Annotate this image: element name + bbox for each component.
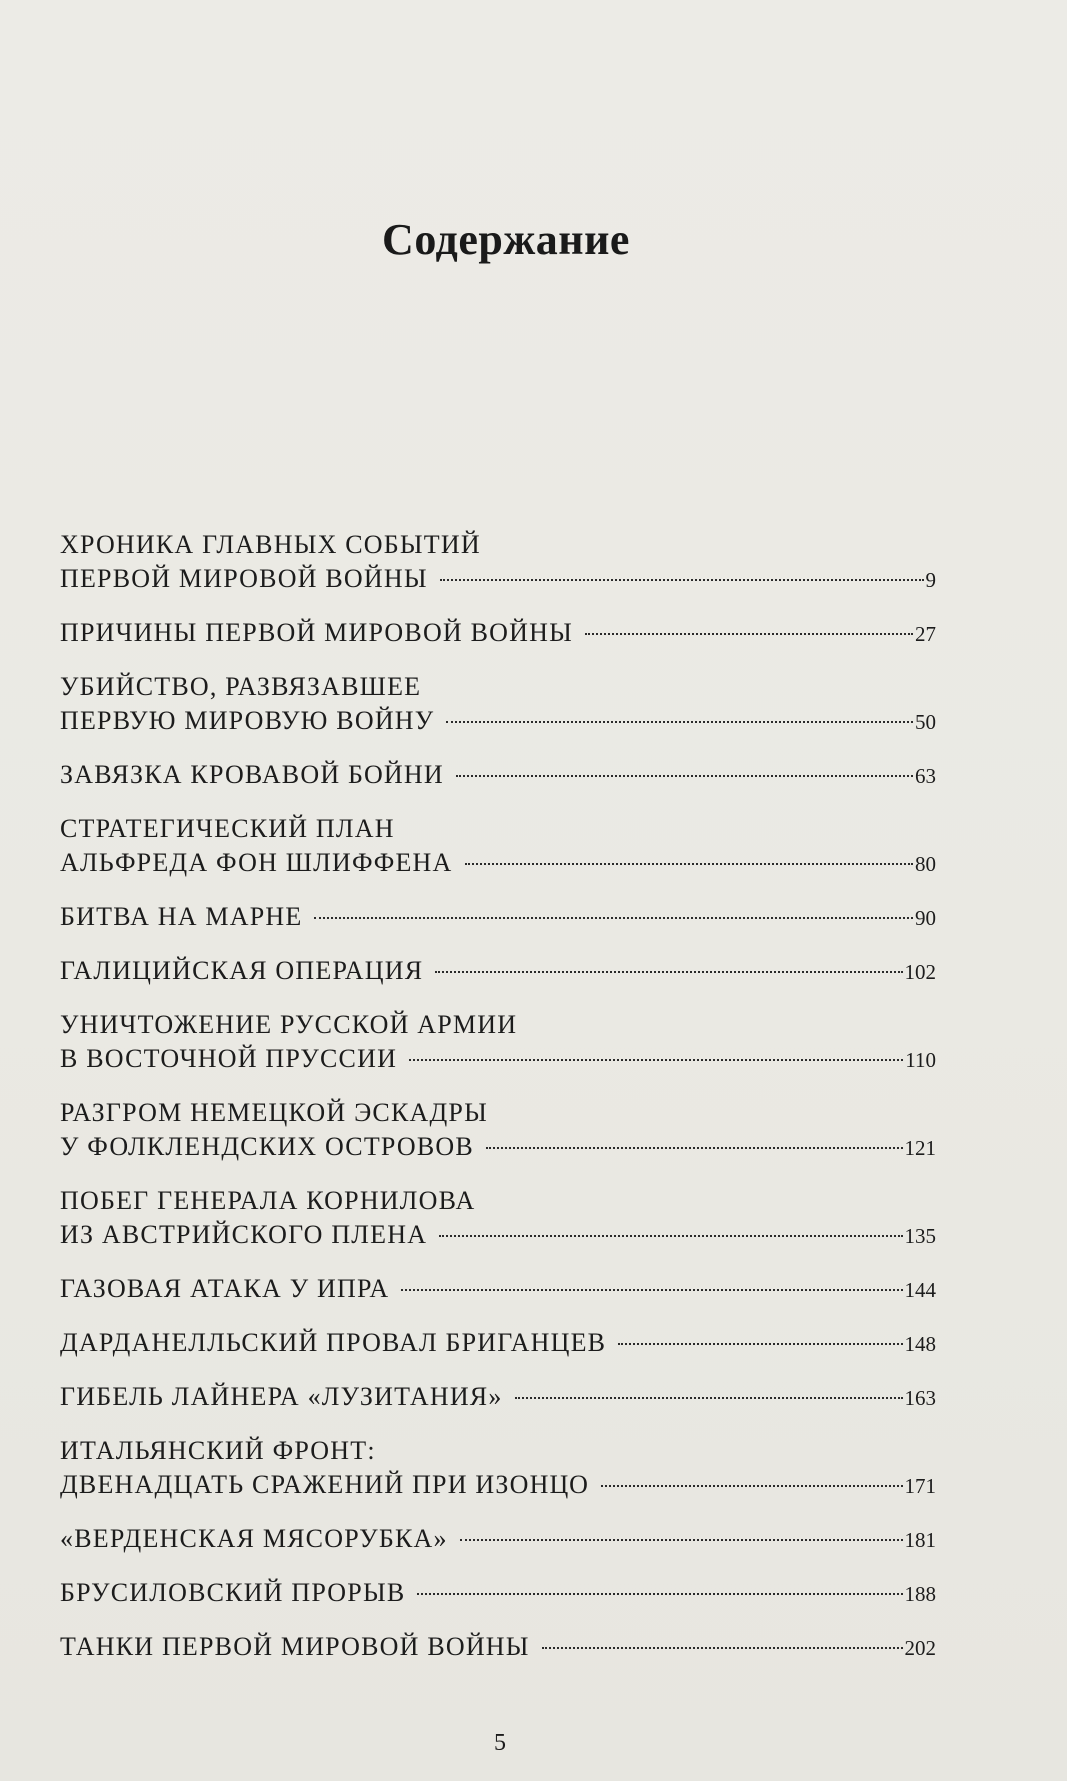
dot-leader	[465, 863, 913, 865]
toc-entry-title-line: СТРАТЕГИЧЕСКИЙ ПЛАН	[60, 814, 395, 843]
toc-entry-title-line: ДАРДАНЕЛЛЬСКИЙ ПРОВАЛ БРИГАНЦЕВ	[60, 1328, 607, 1357]
toc-entry-title-line: ИТАЛЬЯНСКИЙ ФРОНТ:	[60, 1436, 376, 1465]
table-of-contents	[60, 528, 936, 1684]
toc-page-number: 171	[904, 1474, 936, 1498]
toc-entry	[60, 1576, 936, 1611]
dot-leader	[585, 633, 913, 635]
toc-entry-title-line: ИЗ АВСТРИЙСКОГО ПЛЕНА	[60, 1220, 428, 1249]
toc-entry-title-line: РАЗГРОМ НЕМЕЦКОЙ ЭСКАДРЫ	[60, 1098, 488, 1127]
toc-entry-title-line: ТАНКИ ПЕРВОЙ МИРОВОЙ ВОЙНЫ	[60, 1632, 530, 1661]
toc-entry-title-line: ГАЛИЦИЙСКАЯ ОПЕРАЦИЯ	[60, 956, 424, 985]
toc-entry	[60, 1434, 936, 1503]
toc-page-number: 202	[904, 1636, 936, 1660]
dot-leader	[460, 1539, 903, 1541]
toc-page-number: 181	[904, 1528, 936, 1552]
toc-entry	[60, 954, 936, 989]
dot-leader	[486, 1147, 903, 1149]
toc-entry	[60, 528, 936, 597]
toc-entry-title-line: ЗАВЯЗКА КРОВАВОЙ БОЙНИ	[60, 760, 444, 789]
toc-entry	[60, 1096, 936, 1165]
toc-entry-title-line: ПЕРВУЮ МИРОВУЮ ВОЙНУ	[60, 706, 435, 735]
dot-leader	[439, 1235, 902, 1237]
dot-leader	[618, 1343, 902, 1345]
dot-leader	[446, 721, 913, 723]
toc-entry	[60, 1380, 936, 1415]
toc-entry-title-line: АЛЬФРЕДА ФОН ШЛИФФЕНА	[60, 848, 453, 877]
toc-page-number: 135	[904, 1224, 936, 1248]
dot-leader	[417, 1593, 902, 1595]
dot-leader	[515, 1397, 903, 1399]
toc-page-number: 188	[904, 1582, 936, 1606]
toc-entry	[60, 1630, 936, 1665]
toc-page-number: 50	[915, 710, 936, 734]
toc-entry-title-line: УНИЧТОЖЕНИЕ РУССКОЙ АРМИИ	[60, 1010, 518, 1039]
dot-leader	[440, 579, 924, 581]
dot-leader	[401, 1289, 902, 1291]
toc-entry-title-line: ПЕРВОЙ МИРОВОЙ ВОЙНЫ	[60, 564, 428, 593]
toc-entry	[60, 616, 936, 651]
toc-entry-title-line: У ФОЛКЛЕНДСКИХ ОСТРОВОВ	[60, 1132, 474, 1161]
toc-page-number: 63	[915, 764, 936, 788]
toc-entry	[60, 1272, 936, 1307]
toc-entry-title-line: БИТВА НА МАРНЕ	[60, 902, 303, 931]
toc-entry	[60, 812, 936, 881]
toc-entry-title-line: ДВЕНАДЦАТЬ СРАЖЕНИЙ ПРИ ИЗОНЦО	[60, 1470, 590, 1499]
toc-entry-title-line: ГИБЕЛЬ ЛАЙНЕРА «ЛУЗИТАНИЯ»	[60, 1382, 503, 1411]
toc-page-number: 102	[904, 960, 936, 984]
toc-entry	[60, 1008, 936, 1077]
toc-entry-title-line: ХРОНИКА ГЛАВНЫХ СОБЫТИЙ	[60, 530, 481, 559]
toc-page-number: 121	[904, 1136, 936, 1160]
toc-entry-title-line: В ВОСТОЧНОЙ ПРУССИИ	[60, 1044, 398, 1073]
toc-entry	[60, 1326, 936, 1361]
toc-entry	[60, 1522, 936, 1557]
dot-leader	[435, 971, 902, 973]
toc-entry-title-line: БРУСИЛОВСКИЙ ПРОРЫВ	[60, 1578, 406, 1607]
toc-entry	[60, 758, 936, 793]
page-title: Содержание	[382, 215, 630, 265]
toc-page-number: 148	[904, 1332, 936, 1356]
toc-entry-title-line: ПРИЧИНЫ ПЕРВОЙ МИРОВОЙ ВОЙНЫ	[60, 618, 573, 647]
page-folio-number: 5	[494, 1730, 506, 1756]
toc-page-number: 163	[904, 1386, 936, 1410]
toc-page-number: 90	[915, 906, 936, 930]
toc-page-number: 9	[925, 568, 936, 592]
toc-entry	[60, 1184, 936, 1253]
dot-leader	[542, 1647, 903, 1649]
dot-leader	[314, 917, 913, 919]
toc-page-number: 27	[915, 622, 936, 646]
toc-entry	[60, 900, 936, 935]
toc-entry	[60, 670, 936, 739]
dot-leader	[456, 775, 913, 777]
toc-entry-title-line: «ВЕРДЕНСКАЯ МЯСОРУБКА»	[60, 1524, 448, 1553]
dot-leader	[409, 1059, 903, 1061]
toc-page-number: 110	[905, 1048, 936, 1072]
toc-entry-title-line: ГАЗОВАЯ АТАКА У ИПРА	[60, 1274, 390, 1303]
toc-page-number: 144	[904, 1278, 936, 1302]
toc-entry-title-line: УБИЙСТВО, РАЗВЯЗАВШЕЕ	[60, 672, 422, 701]
toc-entry-title-line: ПОБЕГ ГЕНЕРАЛА КОРНИЛОВА	[60, 1186, 476, 1215]
dot-leader	[601, 1485, 902, 1487]
toc-page-number: 80	[915, 852, 936, 876]
